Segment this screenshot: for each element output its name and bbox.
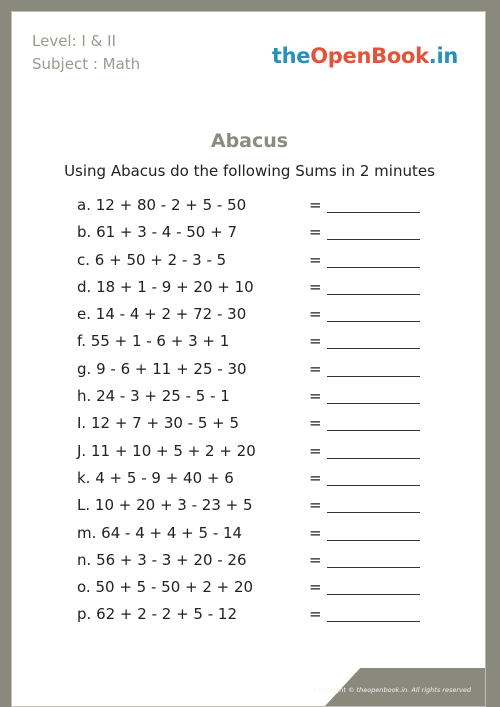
problem-expression [77, 219, 237, 246]
problem-row [77, 492, 437, 519]
problem-sum: 55 + 1 - 6 + 3 + 1 [90, 332, 230, 351]
problem-expression [77, 601, 237, 628]
worksheet-meta [32, 30, 140, 76]
answer-blank[interactable] [327, 212, 420, 213]
equals-sign: = [309, 523, 322, 542]
equals-sign: = [309, 605, 322, 624]
problem-label: o. [77, 578, 91, 597]
worksheet-title: Abacus [210, 130, 289, 152]
answer-blank[interactable] [327, 485, 420, 486]
answer-blank[interactable] [327, 567, 420, 568]
answer-blank[interactable] [327, 403, 420, 404]
answer-blank[interactable] [327, 621, 420, 622]
problem-label: c. [77, 250, 91, 269]
equals-sign: = [309, 441, 322, 460]
worksheet-page [11, 11, 486, 707]
equals-sign: = [309, 550, 322, 569]
problem-label: d. [77, 277, 92, 296]
problem-expression [77, 465, 234, 492]
problem-label: k. [77, 468, 91, 487]
problem-label: J. [77, 441, 87, 460]
answer-blank[interactable] [327, 540, 420, 541]
problem-expression [77, 410, 239, 437]
logo-part-in: .in [428, 44, 458, 68]
problem-sum: 62 + 2 - 2 + 5 - 12 [96, 605, 237, 624]
equals-sign: = [309, 387, 322, 406]
problem-row [77, 410, 437, 437]
worksheet-instruction: Using Abacus do the following Sums in 2 minutes [64, 162, 435, 180]
problem-row [77, 219, 437, 246]
answer-blank[interactable] [327, 376, 420, 377]
copyright-text: Copyright © theopenbook.in. All rights reserved [314, 686, 471, 694]
problem-row [77, 465, 437, 492]
problem-expression [77, 301, 246, 328]
equals-sign: = [309, 578, 322, 597]
answer-blank[interactable] [327, 348, 420, 349]
problem-list [77, 192, 437, 629]
problem-row [77, 383, 437, 410]
problem-label: I. [77, 414, 87, 433]
equals-sign: = [309, 496, 322, 515]
problem-sum: 50 + 5 - 50 + 2 + 20 [95, 578, 254, 597]
equals-sign: = [309, 468, 322, 487]
problem-label: L. [77, 496, 91, 515]
problem-label: b. [77, 223, 92, 242]
problem-sum: 4 + 5 - 9 + 40 + 6 [95, 468, 234, 487]
problem-sum: 24 - 3 + 25 - 5 - 1 [96, 387, 230, 406]
logo-part-open: Open [310, 44, 372, 68]
problem-label: a. [77, 196, 91, 214]
answer-blank[interactable] [327, 512, 420, 513]
problem-row [77, 574, 437, 601]
logo-part-the: the [271, 44, 311, 68]
level-label: Level: I & II [32, 32, 116, 50]
problem-label: f. [77, 332, 86, 351]
answer-blank[interactable] [327, 430, 420, 431]
problem-row [77, 438, 437, 465]
problem-expression [77, 356, 247, 383]
problem-row [77, 274, 437, 301]
problem-label: p. [77, 605, 92, 624]
problem-sum: 61 + 3 - 4 - 50 + 7 [96, 223, 237, 242]
problem-label: h. [77, 387, 92, 406]
equals-sign: = [309, 414, 322, 433]
problem-sum: 64 - 4 + 4 + 5 - 14 [101, 523, 243, 542]
problem-expression [77, 192, 246, 219]
subject-label: Subject : Math [32, 55, 141, 73]
answer-blank[interactable] [327, 594, 420, 595]
problem-expression [77, 274, 254, 301]
problem-label: e. [77, 305, 91, 324]
answer-blank[interactable] [327, 321, 420, 322]
answer-blank[interactable] [327, 458, 420, 459]
problem-sum: 9 - 6 + 11 + 25 - 30 [96, 359, 247, 378]
problem-sum: 12 + 80 - 2 + 5 - 50 [95, 196, 247, 214]
problem-row [77, 247, 437, 274]
answer-blank[interactable] [327, 267, 420, 268]
problem-expression [77, 547, 247, 574]
problem-row [77, 301, 437, 328]
problem-row [77, 328, 437, 355]
equals-sign: = [309, 305, 322, 324]
equals-sign: = [309, 250, 322, 269]
problem-label: m. [77, 523, 97, 542]
problem-expression [77, 383, 230, 410]
equals-sign: = [309, 277, 322, 296]
problem-row [77, 520, 437, 547]
answer-blank[interactable] [327, 294, 420, 295]
problem-sum: 14 - 4 + 2 + 72 - 30 [95, 305, 247, 324]
site-logo [272, 44, 458, 68]
equals-sign: = [309, 359, 322, 378]
problem-sum: 18 + 1 - 9 + 20 + 10 [96, 277, 254, 296]
logo-part-book: Book [371, 44, 429, 68]
problem-expression [77, 247, 226, 274]
problem-sum: 11 + 10 + 5 + 2 + 20 [90, 441, 256, 460]
problem-row [77, 192, 437, 219]
problem-label: g. [77, 359, 92, 378]
equals-sign: = [309, 196, 322, 214]
problem-row [77, 601, 437, 628]
equals-sign: = [309, 223, 322, 242]
problem-expression [77, 520, 242, 547]
answer-blank[interactable] [327, 239, 420, 240]
problem-expression [77, 438, 256, 465]
problem-sum: 12 + 7 + 30 - 5 + 5 [90, 414, 240, 433]
problem-sum: 56 + 3 - 3 + 20 - 26 [96, 550, 247, 569]
problem-row [77, 356, 437, 383]
problem-sum: 10 + 20 + 3 - 23 + 5 [94, 496, 253, 515]
problem-expression [77, 574, 253, 601]
problem-expression [77, 492, 253, 519]
problem-sum: 6 + 50 + 2 - 3 - 5 [94, 250, 227, 269]
problem-row [77, 547, 437, 574]
problem-expression [77, 328, 229, 355]
equals-sign: = [309, 332, 322, 351]
problem-label: n. [77, 550, 92, 569]
